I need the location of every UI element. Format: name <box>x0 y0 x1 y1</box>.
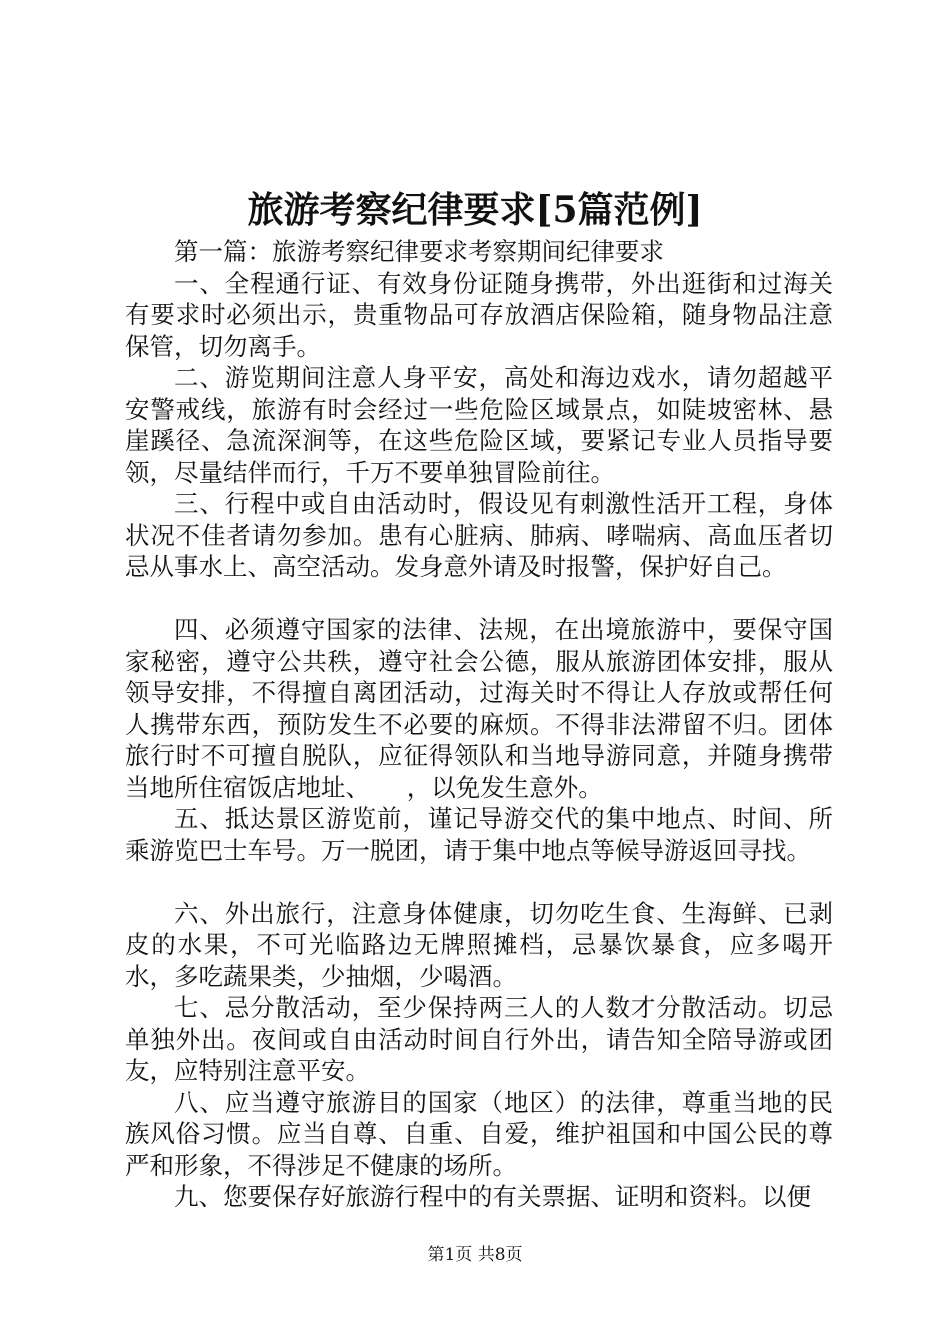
document-body <box>125 236 833 1213</box>
section-heading: 第一篇：旅游考察纪律要求考察期间纪律要求 <box>174 237 664 266</box>
document-title: 旅游考察纪律要求[5篇范例] <box>247 189 703 231</box>
paragraph-4: 四、必须遵守国家的法律、法规，在出境旅游中，要保守国家秘密，遵守公共秩，遵守社会公德，服从旅游团体安排，服从领导安排，不得擅自离团活动，过海关时不得让人存放或帮任何人携带东西，预防发生不必要的麻烦。不得非法滞留不归。团体旅行时不可擅自脱队，应征得领队和当地导游同意，并随身携带当地所住宿饭店地址、 ，以免发生意外。 <box>125 615 833 802</box>
paragraph-3: 三、行程中或自由活动时，假设见有刺激性活开工程，身体状况不佳者请勿参加。患有心脏病、肺病、哮喘病、高血压者切忌从事水上、高空活动。发身意外请及时报警，保护好自己。 <box>125 489 833 581</box>
paragraph-2: 二、游览期间注意人身平安，高处和海边戏水，请勿超越平安警戒线，旅游有时会经过一些危险区域景点，如陡坡密林、悬崖蹊径、急流深涧等，在这些危险区域，要紧记专业人员指导要领，尽量结伴而行，千万不要单独冒险前往。 <box>125 363 833 487</box>
paragraph-6: 六、外出旅行，注意身体健康，切勿吃生食、生海鲜、已剥皮的水果，不可光临路边无牌照摊档，忌暴饮暴食，应多喝开水，多吃蔬果类，少抽烟，少喝酒。 <box>125 898 833 991</box>
paragraph-8: 八、应当遵守旅游目的国家（地区）的法律，尊重当地的民族风俗习惯。应当自尊、自重、自爱，维护祖国和中国公民的尊严和形象，不得涉足不健康的场所。 <box>125 1087 833 1180</box>
paragraph-7: 七、忌分散活动，至少保持两三人的人数才分散活动。切忌单独外出。夜间或自由活动时间自行外出，请告知全陪导游或团友，应特别注意平安。 <box>125 993 833 1085</box>
paragraph-1: 一、全程通行证、有效身份证随身携带，外出逛街和过海关有要求时必须出示，贵重物品可存放酒店保险箱，随身物品注意保管，切勿离手。 <box>125 268 833 361</box>
page-number: 第1页 共8页 <box>427 1245 523 1265</box>
blank-line <box>125 583 833 615</box>
paragraph-9: 九、您要保存好旅游行程中的有关票据、证明和资料。以便 <box>174 1182 811 1211</box>
blank-line <box>125 866 833 898</box>
paragraph-5: 五、抵达景区游览前，谨记导游交代的集中地点、时间、所乘游览巴士车号。万一脱团，请于集中地点等候导游返回寻找。 <box>125 804 833 865</box>
